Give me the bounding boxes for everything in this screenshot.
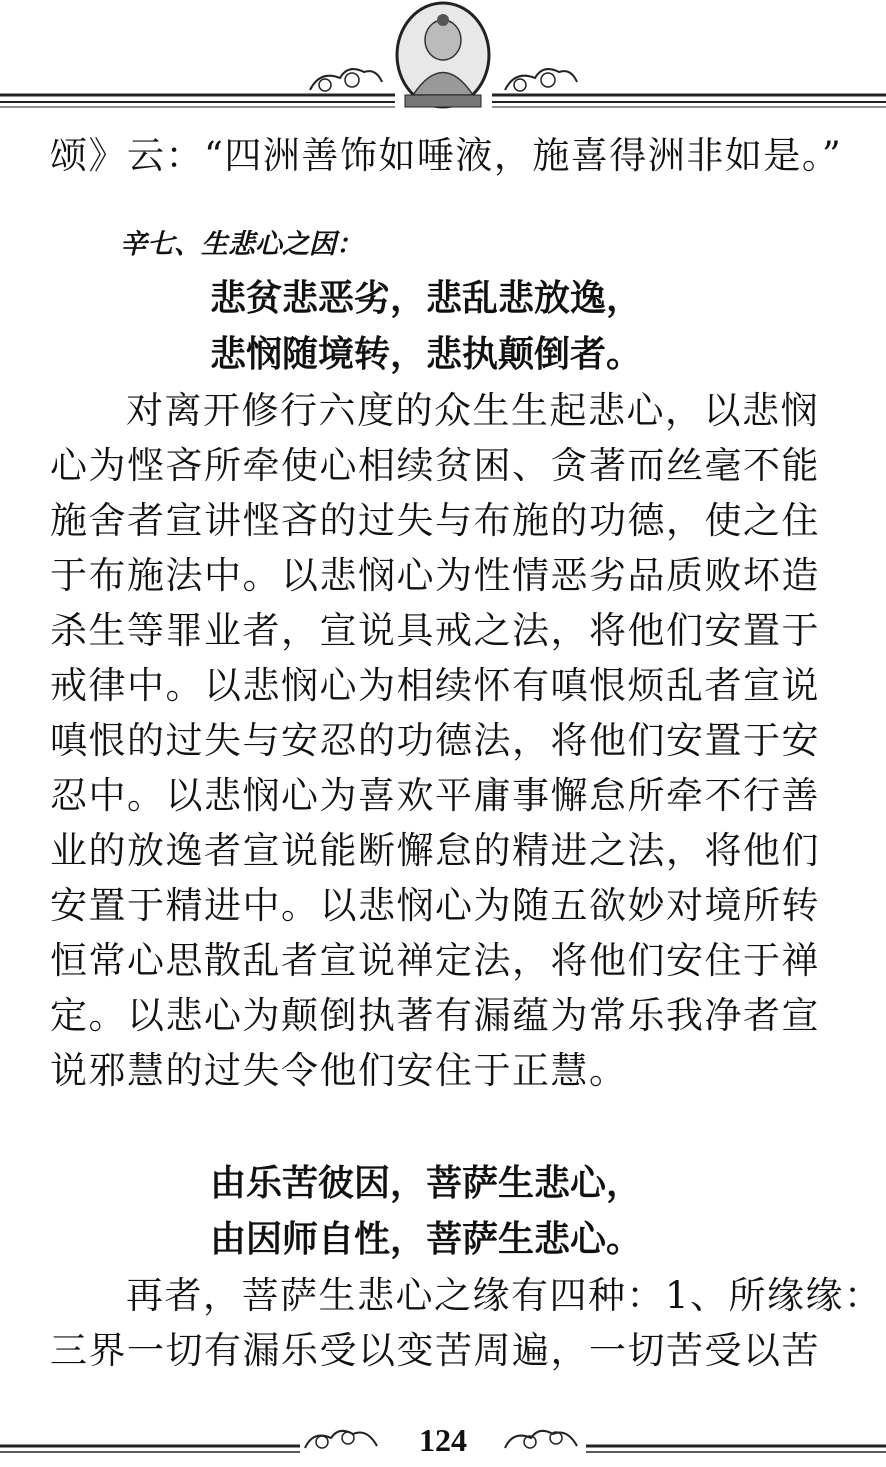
paragraph-line: 恒常心思散乱者宣说禅定法，将他们安住于禅 bbox=[50, 939, 820, 982]
verse-1 bbox=[50, 271, 840, 383]
paragraph-line: 杀生等罪业者，宣说具戒之法，将他们安置于 bbox=[50, 609, 820, 652]
verse-line: 悲贫悲恶劣，悲乱悲放逸， bbox=[210, 278, 643, 319]
verse-2 bbox=[50, 1156, 840, 1268]
paragraph-line: 业的放逸者宣说能断懈怠的精进之法，将他们 bbox=[50, 829, 820, 872]
paragraph-line: 心为悭吝所牵使心相续贫困、贪著而丝毫不能 bbox=[50, 444, 820, 487]
page-number: 124 bbox=[419, 1422, 467, 1458]
paragraph-line: 对离开修行六度的众生生起悲心，以悲悯 bbox=[126, 389, 819, 432]
header-ornament bbox=[0, 0, 886, 118]
paragraph-line: 忍中。以悲悯心为喜欢平庸事懈怠所牵不行善 bbox=[50, 774, 820, 817]
paragraph-line: 再者，菩萨生悲心之缘有四种：1、所缘缘： bbox=[126, 1274, 883, 1317]
paragraph-line: 嗔恨的过失与安忍的功德法，将他们安置于安 bbox=[50, 719, 820, 762]
paragraph-line: 安置于精进中。以悲悯心为随五欲妙对境所转 bbox=[50, 884, 820, 927]
paragraph-line: 于布施法中。以悲悯心为性情恶劣品质败坏造 bbox=[50, 554, 820, 597]
intro-line: 颂》云：“四洲善饰如唾液，施喜得洲非如是。” bbox=[50, 134, 843, 177]
paragraph-line: 定。以悲心为颠倒执著有漏蕴为常乐我净者宣 bbox=[50, 994, 820, 1037]
page-content bbox=[50, 128, 883, 1378]
paragraph-2 bbox=[50, 1268, 883, 1378]
verse-line: 由因师自性，菩萨生悲心。 bbox=[210, 1219, 643, 1260]
paragraph-line: 戒律中。以悲悯心为相续怀有嗔恨烦乱者宣说 bbox=[50, 664, 820, 707]
buddha-icon bbox=[397, 3, 489, 107]
verse-line: 悲悯随境转，悲执颠倒者。 bbox=[210, 334, 643, 375]
paragraph-line: 三界一切有漏乐受以变苦周遍，一切苦受以苦 bbox=[50, 1329, 820, 1372]
paragraph-line: 说邪慧的过失令他们安住于正慧。 bbox=[50, 1049, 628, 1092]
paragraph-1 bbox=[50, 383, 840, 1098]
verse-line: 由乐苦彼因，菩萨生悲心， bbox=[210, 1163, 643, 1204]
section-heading: 辛七、生悲心之因： bbox=[120, 229, 363, 260]
paragraph-line: 施舍者宣讲悭吝的过失与布施的功德，使之住 bbox=[50, 499, 820, 542]
